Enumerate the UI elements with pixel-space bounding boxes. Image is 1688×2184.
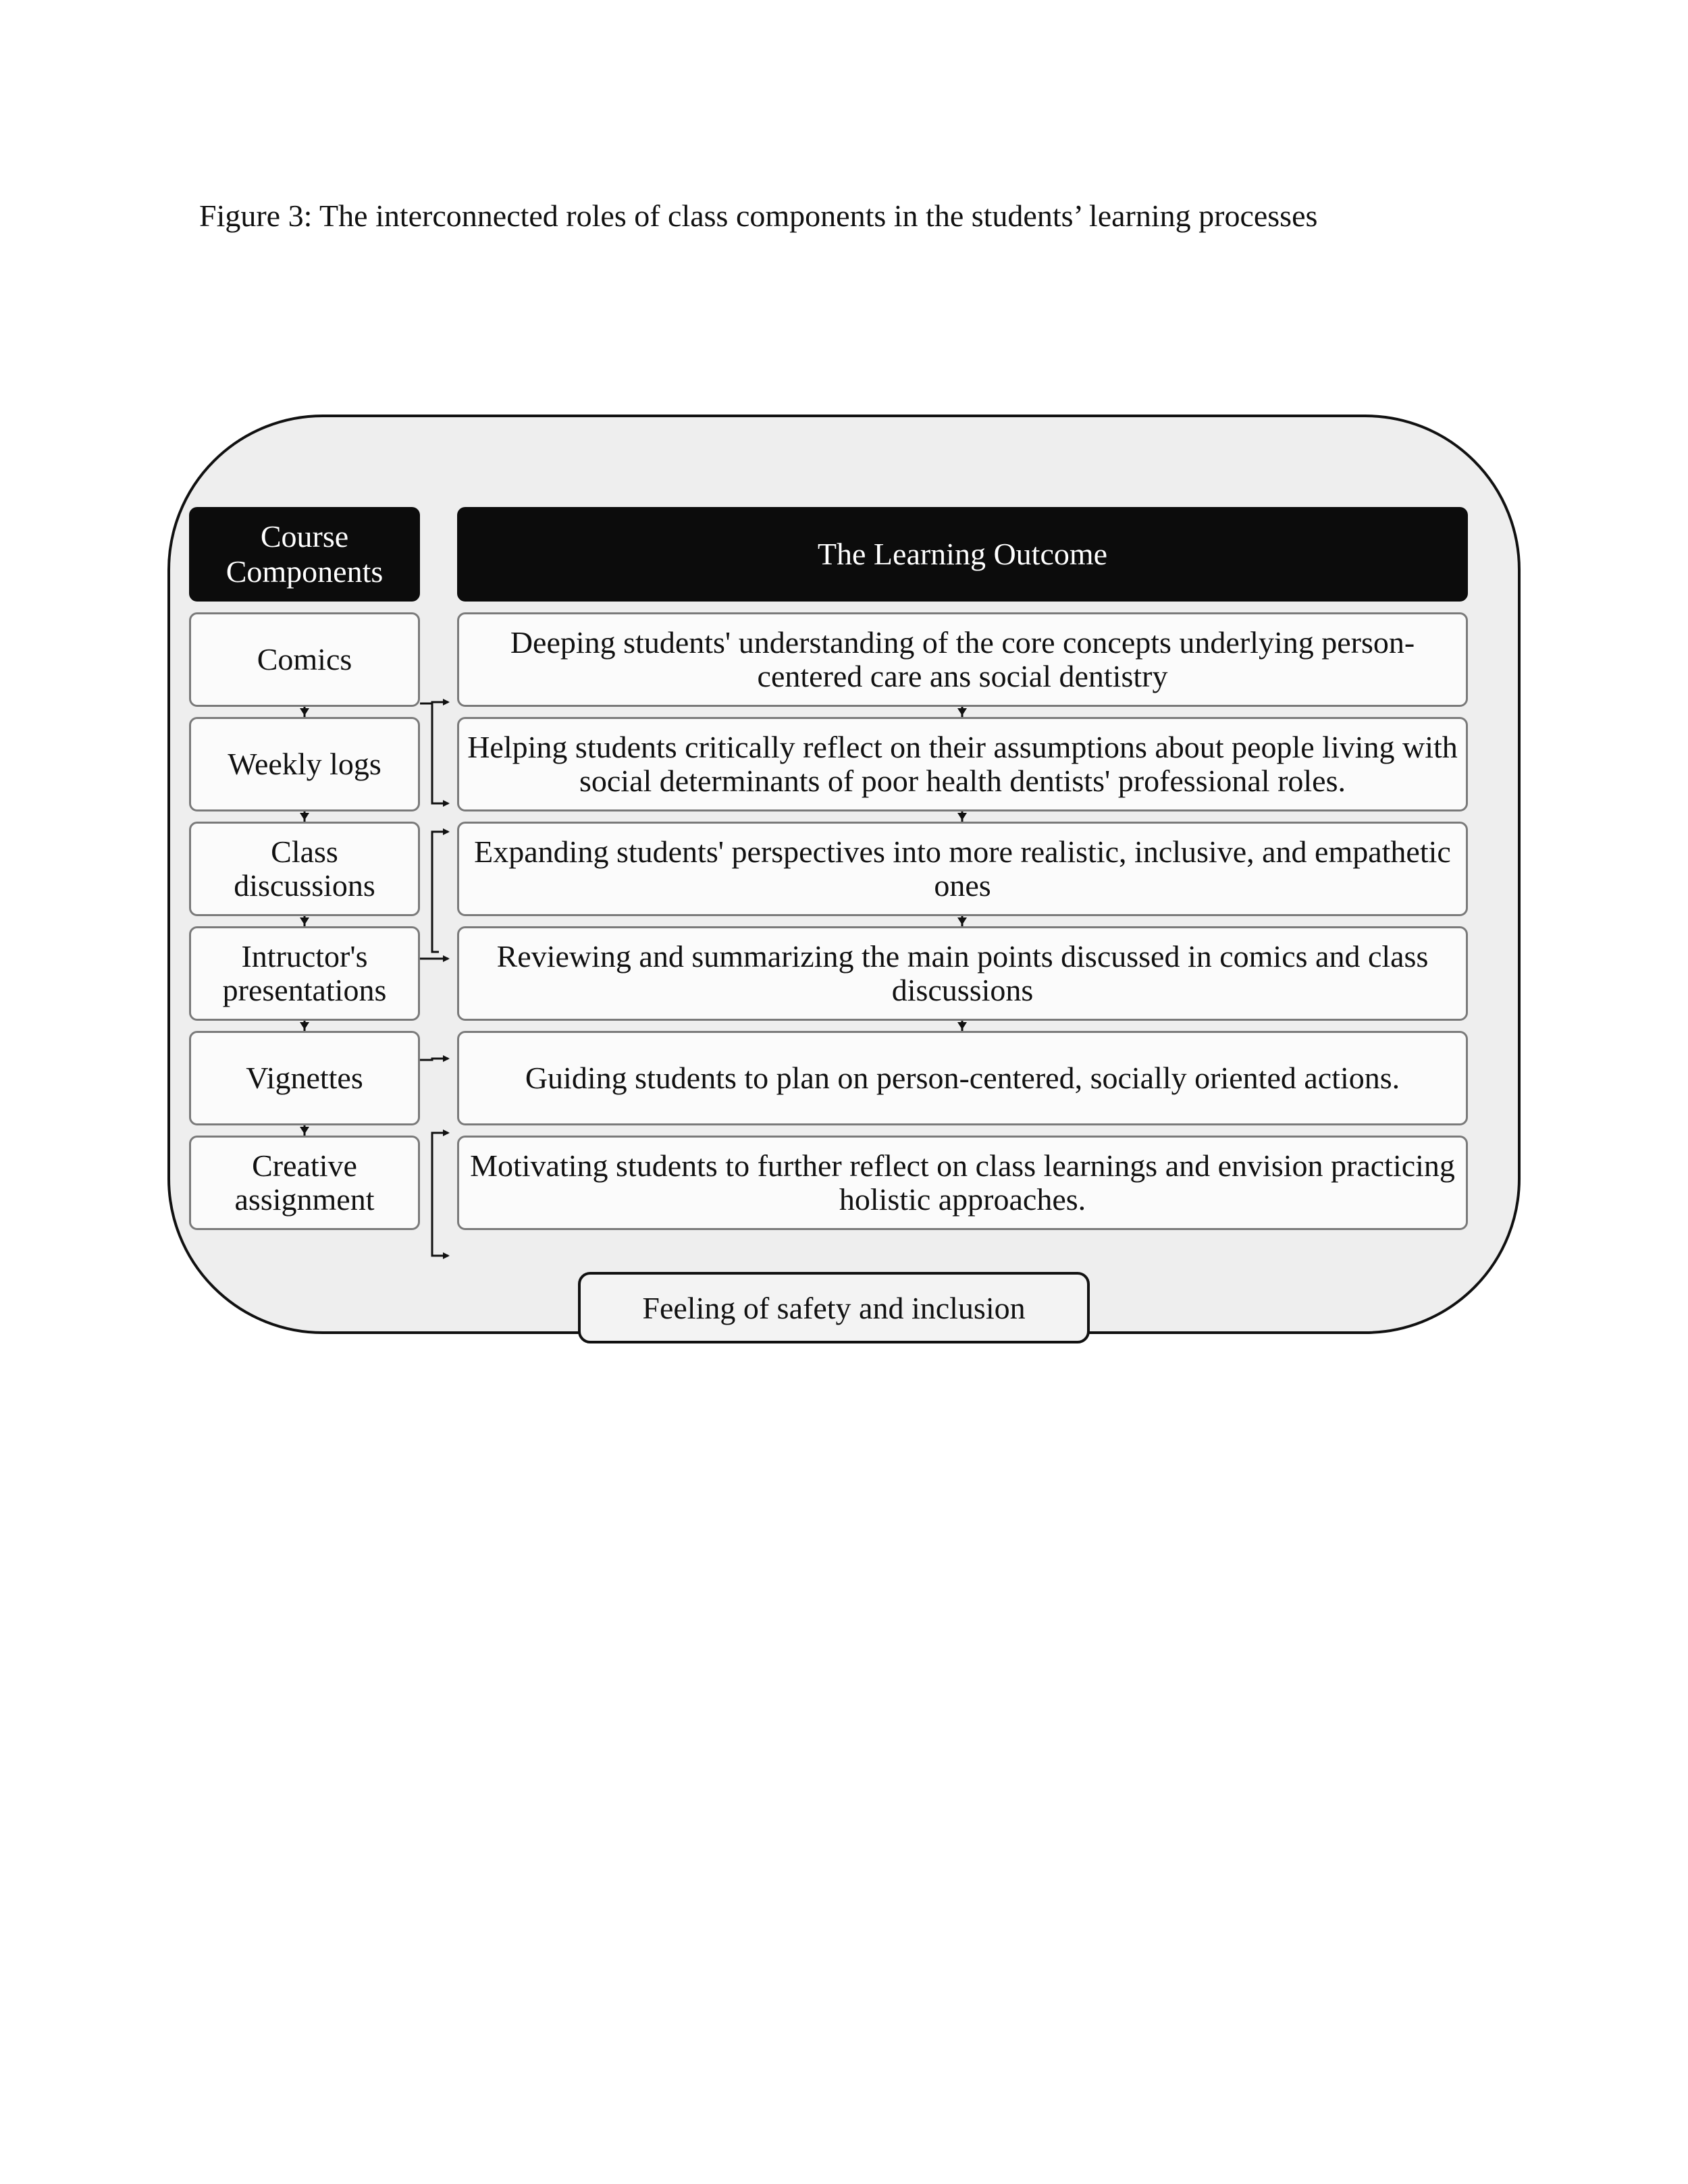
connector-comics [420, 703, 448, 803]
learning-outcome-header: The Learning Outcome [457, 507, 1468, 602]
outcome-motivating-reflection: Motivating students to further reflect on class learnings and envision practicing holistic approaches. [457, 1136, 1468, 1230]
component-instructor-presentations: Intructor's presentations [189, 926, 420, 1021]
junction-marker-left-5 [300, 1127, 309, 1134]
connector-vignettes [420, 1059, 448, 1060]
safety-inclusion-banner: Feeling of safety and inclusion [578, 1272, 1090, 1343]
connector-class-discussions [432, 832, 448, 952]
junction-marker-left-1 [300, 708, 309, 716]
junction-marker-right-1 [957, 708, 967, 716]
junction-marker-right-2 [957, 813, 967, 820]
junction-marker-left-3 [300, 917, 309, 925]
component-weekly-logs: Weekly logs [189, 717, 420, 811]
junction-marker-left-4 [300, 1022, 309, 1030]
connector-weekly-logs [432, 702, 448, 703]
outcome-understanding: Deeping students' understanding of the core concepts underlying person-centered care ans social dentistry [457, 612, 1468, 707]
component-comics: Comics [189, 612, 420, 707]
junction-marker-right-3 [957, 917, 967, 925]
outcome-critical-reflection: Helping students critically reflect on their assumptions about people living with social determinants of poor health dentists' professional roles. [457, 717, 1468, 811]
junction-marker-right-4 [957, 1022, 967, 1030]
outcome-expanding-perspectives: Expanding students' perspectives into more realistic, inclusive, and empathetic ones [457, 822, 1468, 916]
junction-marker-left-2 [300, 813, 309, 820]
course-components-header: Course Components [189, 507, 420, 602]
component-vignettes: Vignettes [189, 1031, 420, 1125]
figure-caption: Figure 3: The interconnected roles of class components in the students’ learning processes [199, 198, 1318, 233]
outcome-guiding-actions: Guiding students to plan on person-centered, socially oriented actions. [457, 1031, 1468, 1125]
component-class-discussions: Class discussions [189, 822, 420, 916]
outcome-reviewing-summarizing: Reviewing and summarizing the main points discussed in comics and class discussions [457, 926, 1468, 1021]
connector-creative [432, 1133, 448, 1136]
connector-creative-down [432, 1136, 448, 1256]
component-creative-assignment: Creative assignment [189, 1136, 420, 1230]
